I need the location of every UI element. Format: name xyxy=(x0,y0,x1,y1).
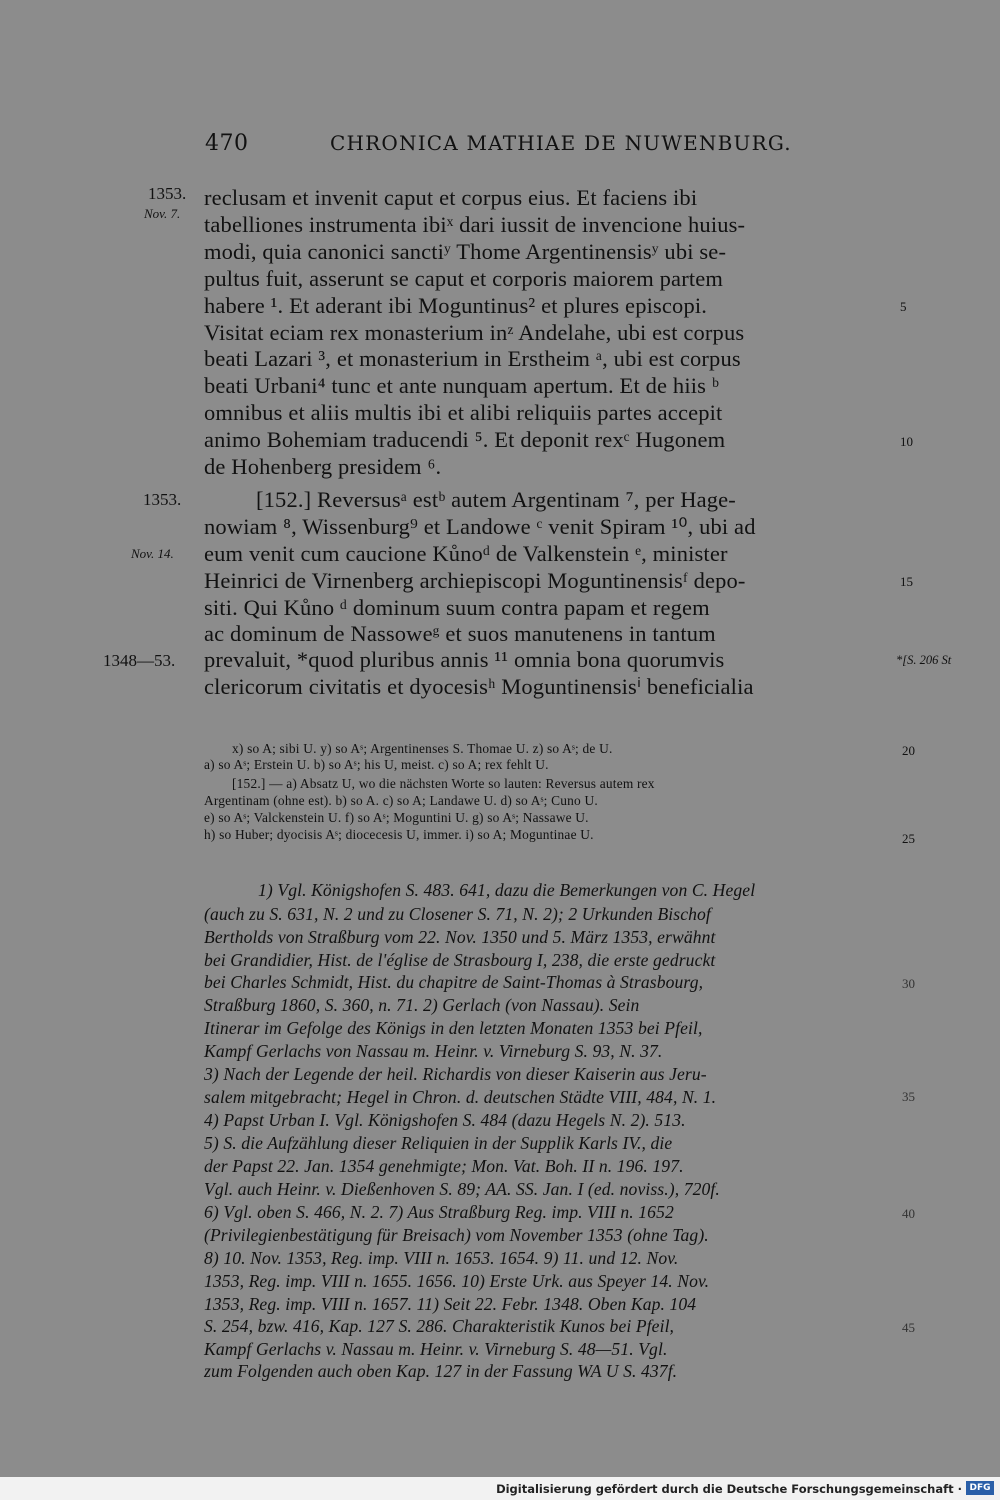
footnote-line: (auch zu S. 631, N. 2 und zu Closener S. 71, N. 2); 2 Urkunden Bischof xyxy=(204,904,711,924)
dfg-logo: DFG xyxy=(966,1481,994,1495)
line-number: 5 xyxy=(900,299,907,314)
footnote-line: zum Folgenden auch oben Kap. 127 in der Fassung WA U S. 437f. xyxy=(204,1361,678,1381)
apparatus-line: a) so Aˢ; Erstein U. b) so Aˢ; his U, meist. c) so A; rex fehlt U. xyxy=(204,757,549,772)
text-line: habere ¹. Et aderant ibi Moguntinus² et plures episcopi. xyxy=(204,293,708,318)
line-number: 10 xyxy=(900,434,913,449)
footnote-line: Kampf Gerlachs v. Nassau m. Heinr. v. Virneburg S. 48—51. Vgl. xyxy=(204,1339,668,1359)
footnote-line: Bertholds von Straßburg vom 22. Nov. 1350 und 5. März 1353, erwähnt xyxy=(204,927,716,947)
footnote-line: (Privilegienbestätigung für Breisach) vom November 1353 (ohne Tag). xyxy=(204,1225,709,1245)
text-line: Visitat eciam rex monasterium inᶻ Andelahe, ubi est corpus xyxy=(204,320,745,345)
text-line: nowiam ⁸, Wissenburg⁹ et Landowe ᶜ venit Spiram ¹⁰, ubi ad xyxy=(204,514,756,539)
apparatus-line: [152.] — a) Absatz U, wo die nächsten Worte so lauten: Reversus autem rex xyxy=(232,776,655,791)
text-line: tabelliones instrumenta ibiˣ dari iussit de invencione huius- xyxy=(204,212,746,237)
text-line: de Hohenberg presidem ⁶. xyxy=(204,454,442,479)
footnote-line: 1353, Reg. imp. VIII n. 1655. 1656. 10) Erste Urk. aus Speyer 14. Nov. xyxy=(204,1271,710,1291)
text-line: beati Urbani⁴ tunc et ante nunquam apertum. Et de hiis ᵇ xyxy=(204,373,719,398)
text-line: reclusam et invenit caput et corpus eius. Et faciens ibi xyxy=(204,185,698,210)
text-line: ac dominum de Nassoweᵍ et suos manutenens in tantum xyxy=(204,621,716,646)
margin-year: 1353. xyxy=(148,184,187,203)
text-line: omnibus et aliis multis ibi et alibi reliquiis partes accepit xyxy=(204,400,723,425)
text-line: siti. Qui Kůno ᵈ dominum suum contra papam et regem xyxy=(204,595,710,620)
footnote-line: der Papst 22. Jan. 1354 genehmigte; Mon. Vat. Boh. II n. 196. 197. xyxy=(204,1156,684,1176)
text-line: [152.] Reversusᵃ estᵇ autem Argentinam ⁷, per Hage- xyxy=(256,487,736,512)
text-line: pultus fuit, asserunt se caput et corporis maiorem partem xyxy=(204,266,724,291)
line-number: 15 xyxy=(900,574,913,589)
digitization-credit: Digitalisierung gefördert durch die Deutsche Forschungsgemeinschaft · xyxy=(496,1482,962,1496)
line-number: 30 xyxy=(902,976,915,991)
footnote-line: 3) Nach der Legende der heil. Richardis von dieser Kaiserin aus Jeru- xyxy=(204,1064,707,1084)
footnote-line: salem mitgebracht; Hegel in Chron. d. deutschen Städte VIII, 484, N. 1. xyxy=(204,1087,717,1107)
line-number: 20 xyxy=(902,743,915,758)
line-number: 25 xyxy=(902,831,915,846)
footnote-line: 1353, Reg. imp. VIII n. 1657. 11) Seit 22. Febr. 1348. Oben Kap. 104 xyxy=(204,1294,697,1314)
footnote-line: Vgl. auch Heinr. v. Dießenhoven S. 89; AA. SS. Jan. I (ed. noviss.), 720f. xyxy=(204,1179,720,1199)
running-title: CHRONICA MATHIAE DE NUWENBURG. xyxy=(330,131,792,155)
footnote-line: bei Charles Schmidt, Hist. du chapitre de Saint-Thomas à Strasbourg, xyxy=(204,972,704,992)
footnote-line: Itinerar im Gefolge des Königs in den letzten Monaten 1353 bei Pfeil, xyxy=(204,1018,703,1038)
footnote-line: S. 254, bzw. 416, Kap. 127 S. 286. Charakteristik Kunos bei Pfeil, xyxy=(204,1316,675,1336)
footnote-line: Straßburg 1860, S. 360, n. 71. 2) Gerlach (von Nassau). Sein xyxy=(204,995,640,1015)
apparatus-line: e) so Aˢ; Valckenstein U. f) so Aˢ; Moguntini U. g) so Aˢ; Nassawe U. xyxy=(204,810,589,825)
margin-year: 1348—53. xyxy=(103,651,176,670)
text-line: Heinrici de Virnenberg archiepiscopi Moguntinensisᶠ depo- xyxy=(204,568,746,593)
footnote-line: 5) S. die Aufzählung dieser Reliquien in der Supplik Karls IV., die xyxy=(204,1133,673,1153)
apparatus-line: x) so A; sibi U. y) so Aˢ; Argentinenses S. Thomae U. z) so Aˢ; de U. xyxy=(232,741,613,756)
margin-date: Nov. 7. xyxy=(144,206,181,221)
apparatus-line: h) so Huber; dyocisis Aˢ; diocecesis U, immer. i) so A; Moguntinae U. xyxy=(204,827,594,842)
page-number: 470 xyxy=(205,131,249,156)
footnote-line: 4) Papst Urban I. Vgl. Königshofen S. 484 (dazu Hegels N. 2). 513. xyxy=(204,1110,686,1130)
footnote-line: 8) 10. Nov. 1353, Reg. imp. VIII n. 1653. 1654. 9) 11. und 12. Nov. xyxy=(204,1248,679,1268)
footnote-line: bei Grandidier, Hist. de l'église de Strasbourg I, 238, die erste gedruckt xyxy=(204,950,716,970)
text-line: animo Bohemiam traducendi ⁵. Et deponit rexᶜ Hugonem xyxy=(204,427,726,452)
text-line: clericorum civitatis et dyocesisʰ Moguntinensisⁱ beneficialia xyxy=(204,674,754,699)
line-number: 35 xyxy=(902,1089,915,1104)
footnote-line: 1) Vgl. Königshofen S. 483. 641, dazu die Bemerkungen von C. Hegel xyxy=(258,880,756,900)
margin-date: Nov. 14. xyxy=(131,546,174,561)
margin-page-reference: *[S. 206 St xyxy=(896,653,952,667)
text-line: eum venit cum caucione Kůnoᵈ de Valkenstein ᵉ, minister xyxy=(204,541,728,566)
text-line: beati Lazari ³, et monasterium in Erstheim ᵃ, ubi est corpus xyxy=(204,346,741,371)
apparatus-line: Argentinam (ohne est). b) so A. c) so A; Landawe U. d) so Aˢ; Cuno U. xyxy=(204,793,598,808)
footnote-line: 6) Vgl. oben S. 466, N. 2. 7) Aus Straßburg Reg. imp. VIII n. 1652 xyxy=(204,1202,674,1222)
footnote-line: Kampf Gerlachs von Nassau m. Heinr. v. Virneburg S. 93, N. 37. xyxy=(204,1041,663,1061)
margin-year: 1353. xyxy=(143,490,182,509)
text-line: modi, quia canonici sanctiʸ Thome Argentinensisʸ ubi se- xyxy=(204,239,727,264)
line-number: 45 xyxy=(902,1320,915,1335)
line-number: 40 xyxy=(902,1206,915,1221)
text-line: prevaluit, *quod pluribus annis ¹¹ omnia bona quorumvis xyxy=(204,647,725,672)
